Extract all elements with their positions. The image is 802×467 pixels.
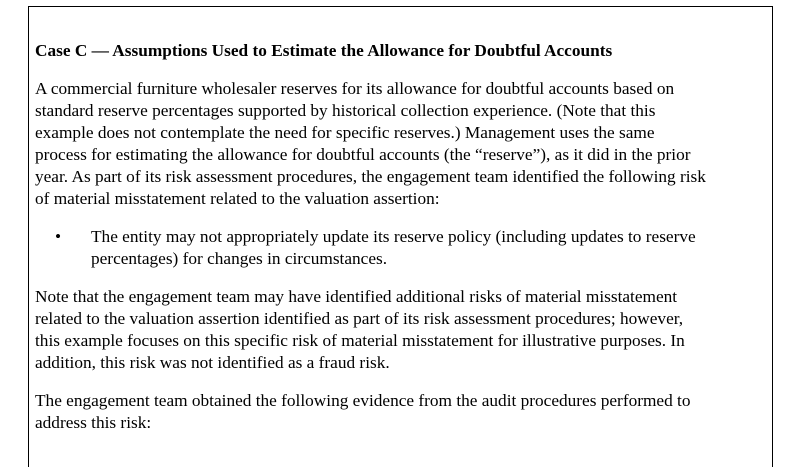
text-line: year. As part of its risk assessment procedures, the engagement team identified the following risk — [35, 167, 706, 186]
case-heading: Case C — Assumptions Used to Estimate the Allowance for Doubtful Accounts — [35, 41, 613, 60]
text-line: percentages) for changes in circumstances. — [91, 249, 388, 268]
document-content — [35, 40, 765, 450]
text-line: related to the valuation assertion identified as part of its risk assessment procedures; however, — [35, 309, 684, 328]
text-line: A commercial furniture wholesaler reserves for its allowance for doubtful accounts based on — [35, 79, 675, 98]
evidence-paragraph — [35, 390, 765, 434]
risk-bullet-item — [35, 226, 765, 270]
bullet-icon: • — [55, 227, 62, 246]
text-line: Note that the engagement team may have identified additional risks of material misstatement — [35, 287, 678, 306]
text-line: The engagement team obtained the following evidence from the audit procedures performed to — [35, 391, 691, 410]
note-paragraph — [35, 286, 765, 374]
text-line: address this risk: — [35, 413, 152, 432]
intro-paragraph — [35, 78, 765, 210]
text-line: process for estimating the allowance for doubtful accounts (the “reserve”), as it did in the prior — [35, 145, 691, 164]
text-line: addition, this risk was not identified as a fraud risk. — [35, 353, 390, 372]
text-line: standard reserve percentages supported by historical collection experience. (Note that this — [35, 101, 656, 120]
text-line: The entity may not appropriately update its reserve policy (including updates to reserve — [91, 227, 696, 246]
text-line: this example focuses on this specific risk of material misstatement for illustrative purposes. In — [35, 331, 685, 350]
text-line: of material misstatement related to the valuation assertion: — [35, 189, 440, 208]
text-line: example does not contemplate the need for specific reserves.) Management uses the same — [35, 123, 655, 142]
